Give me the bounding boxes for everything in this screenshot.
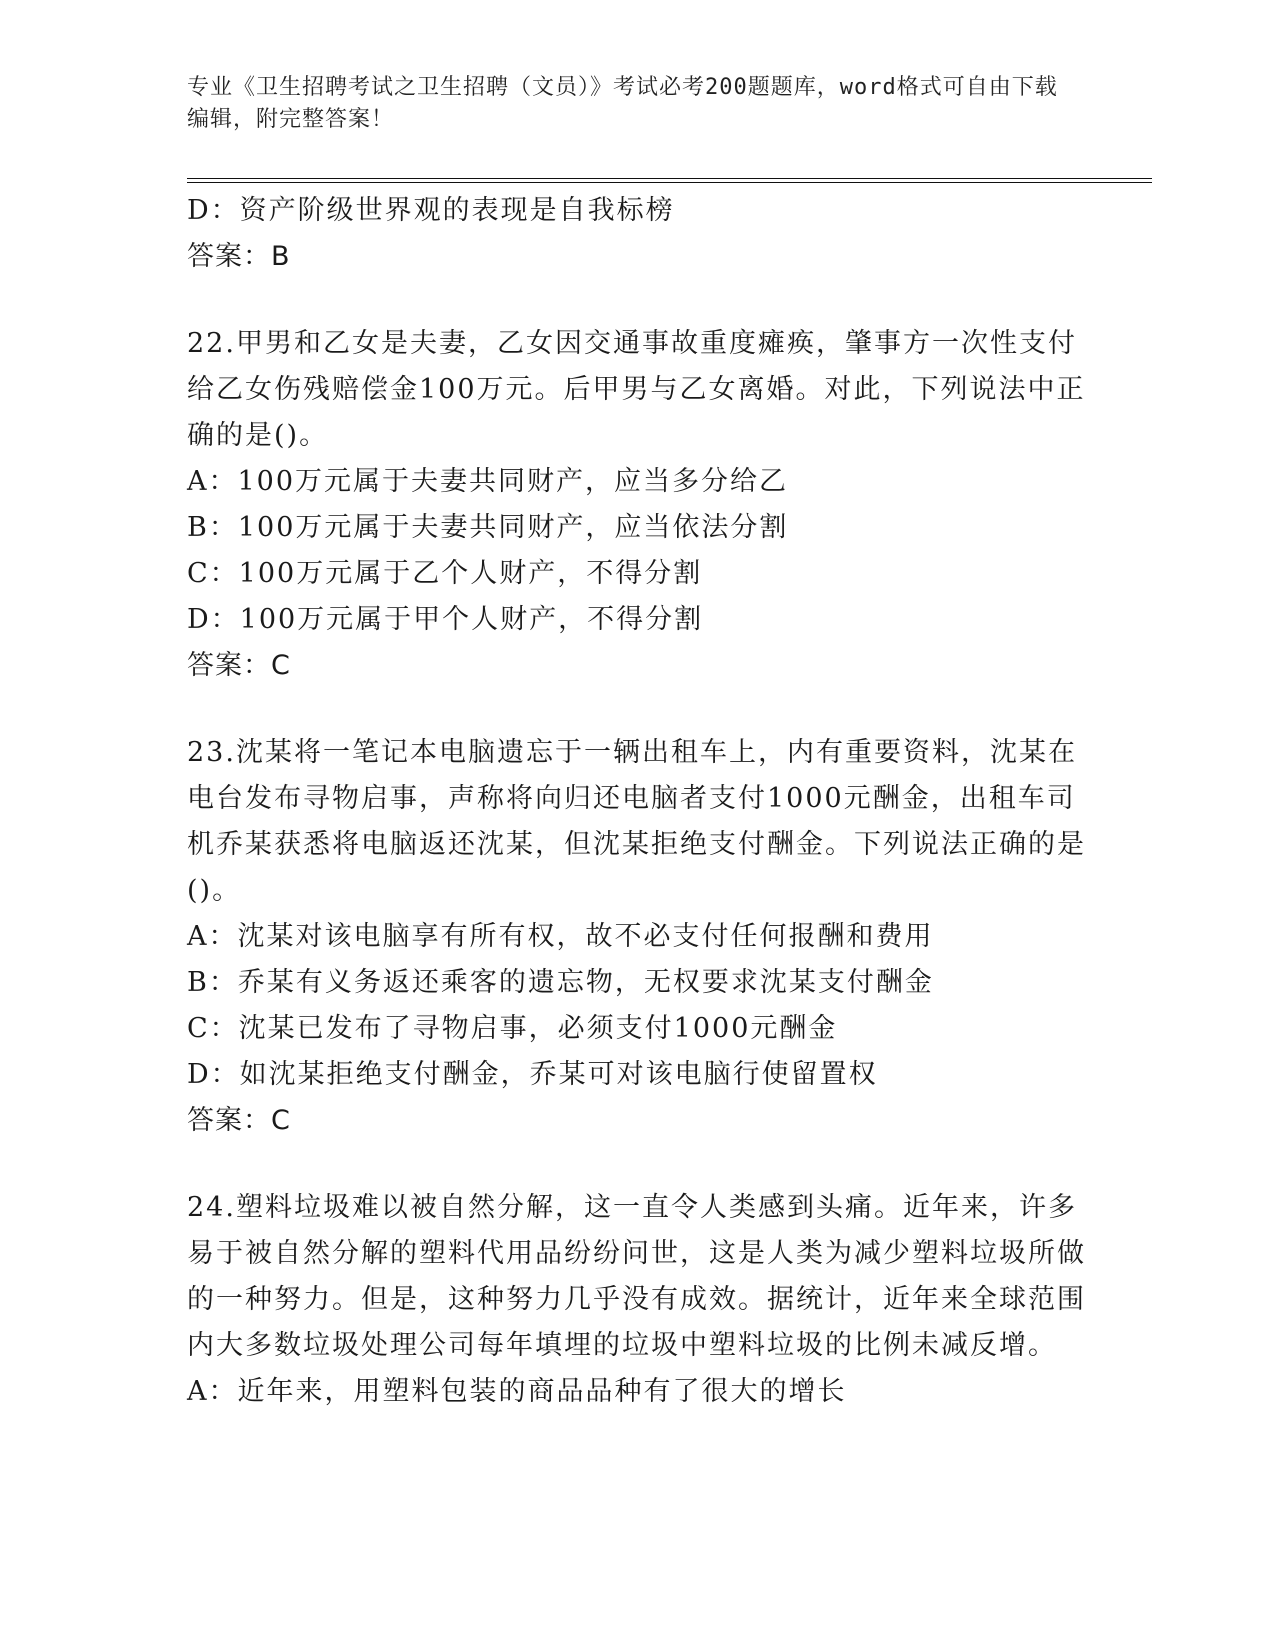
option-d: D：资产阶级世界观的表现是自我标榜 — [187, 195, 675, 226]
option-b: B：100万元属于夫妻共同财产，应当依法分割 — [187, 512, 789, 543]
question-stem-23: 23.沈某将一笔记本电脑遗忘于一辆出租车上，内有重要资料，沈某在电台发布寻物启事，声称将向归还电脑者支付1000元酬金，出租车司机乔某获悉将电脑返还沈某，但沈某拒绝支付酬金。下列说法正确的是()。 — [187, 737, 1086, 906]
option-c: C：100万元属于乙个人财产，不得分割 — [187, 558, 703, 589]
document-body — [187, 188, 1087, 1415]
option-b: B：乔某有义务返还乘客的遗忘物，无权要求沈某支付酬金 — [187, 967, 934, 998]
spacer — [187, 689, 1087, 730]
question-stem-24: 24.塑料垃圾难以被自然分解，这一直令人类感到头痛。近年来，许多易于被自然分解的塑料代用品纷纷问世，这是人类为减少塑料垃圾所做的一种努力。但是，这种努力几乎没有成效。据统计，近年来全球范围内大多数垃圾处理公司每年填埋的垃圾中塑料垃圾的比例未减反增。 — [187, 1192, 1086, 1361]
answer: 答案：C — [187, 1105, 291, 1136]
answer: 答案：B — [187, 241, 291, 272]
spacer — [187, 280, 1087, 321]
option-d: D：100万元属于甲个人财产，不得分割 — [187, 604, 704, 635]
option-a: A：近年来，用塑料包装的商品品种有了很大的增长 — [187, 1376, 847, 1407]
option-a: A：100万元属于夫妻共同财产，应当多分给乙 — [187, 466, 789, 497]
option-c: C：沈某已发布了寻物启事，必须支付1000元酬金 — [187, 1013, 838, 1044]
answer: 答案：C — [187, 650, 291, 681]
question-stem-22: 22.甲男和乙女是夫妻，乙女因交通事故重度瘫痪，肇事方一次性支付给乙女伤残赔偿金100万元。后甲男与乙女离婚。对此，下列说法中正确的是()。 — [187, 328, 1086, 451]
spacer — [187, 1144, 1087, 1185]
option-a: A：沈某对该电脑享有所有权，故不必支付任何报酬和费用 — [187, 921, 934, 952]
header-rule-thin — [187, 182, 1152, 183]
document-header: 专业《卫生招聘考试之卫生招聘（文员）》考试必考200题题库，word格式可自由下载编辑，附完整答案！ — [187, 75, 1058, 132]
header-rule — [187, 178, 1152, 179]
option-d: D：如沈某拒绝支付酬金，乔某可对该电脑行使留置权 — [187, 1059, 878, 1090]
